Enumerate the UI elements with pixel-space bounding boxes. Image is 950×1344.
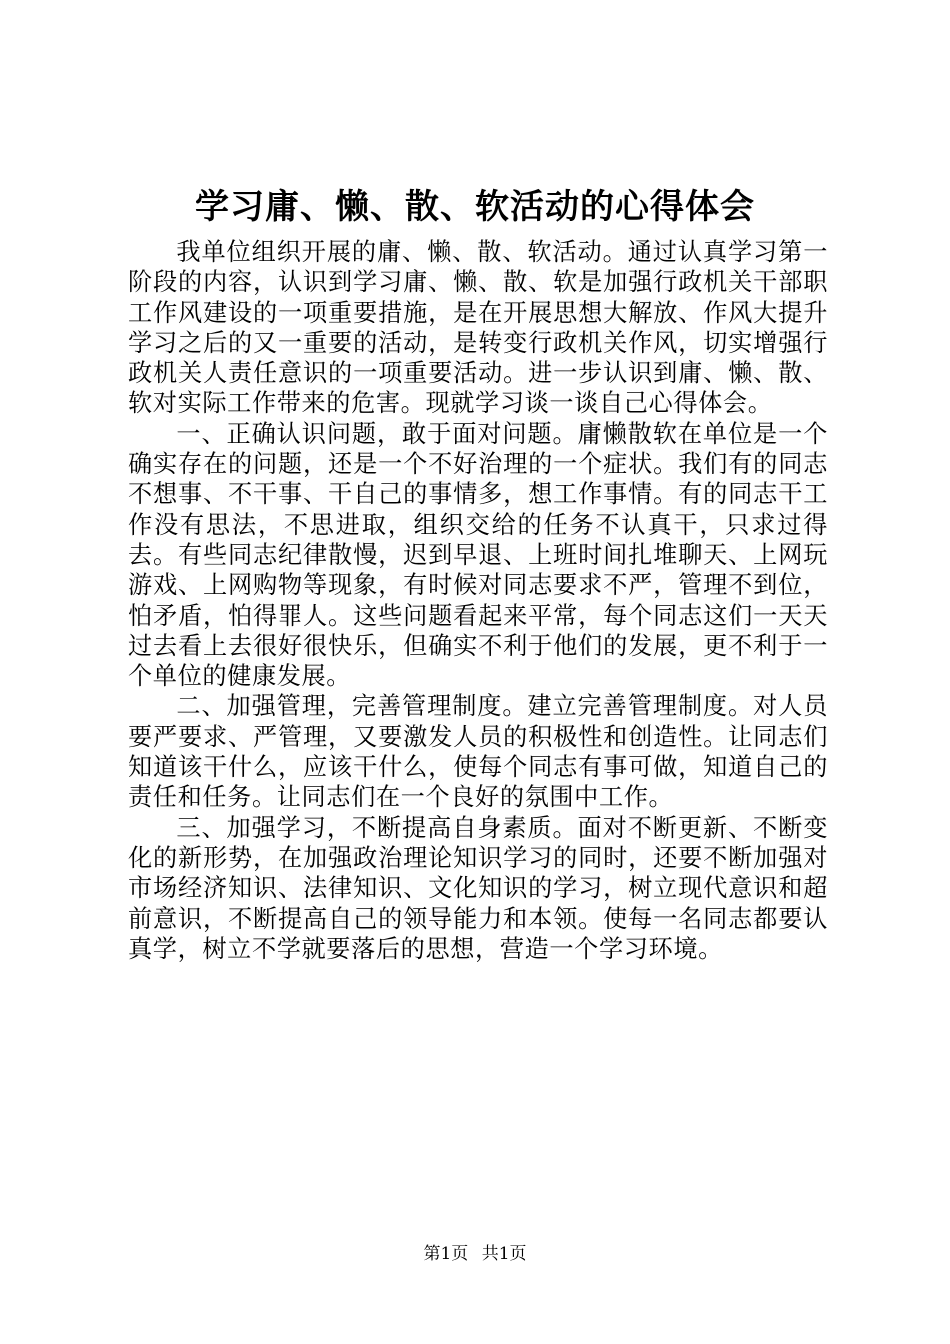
paragraph-section-3: 三、加强学习，不断提高自身素质。面对不断更新、不断变化的新形势，在加强政治理论知识学习的同时，还要不断加强对市场经济知识、法律知识、文化知识的学习，树立现代意识和超前意识，不断提高自己的领导能力和本领。使每一名同志都要认真学，树立不学就要落后的思想，营造一个学习环境。 [128,813,828,963]
paragraph-section-1: 一、正确认识问题，敢于面对问题。庸懒散软在单位是一个确实存在的问题，还是一个不好治理的一个症状。我们有的同志不想事、不干事、干自己的事情多，想工作事情。有的同志干工作没有思法，不思进取，组织交给的任务不认真干，只求过得去。有些同志纪律散慢，迟到早退、上班时间扎堆聊天、上网玩游戏、上网购物等现象，有时候对同志要求不严，管理不到位，怕矛盾，怕得罪人。这些问题看起来平常，每个同志这们一天天过去看上去很好很快乐，但确实不利于他们的发展，更不利于一个单位的健康发展。 [128,419,828,691]
page-number: 第1页 [423,1244,469,1264]
paragraph-section-2: 二、加强管理，完善管理制度。建立完善管理制度。对人员要严要求、严管理，又要激发人员的积极性和创造性。让同志们知道该干什么，应该干什么，使每个同志有事可做，知道自己的责任和任务。让同志们在一个良好的氛围中工作。 [128,692,828,812]
page-total: 共1页 [481,1244,527,1264]
document-title: 学习庸、懒、散、软活动的心得体会 [195,187,755,227]
page-footer [0,1242,950,1266]
paragraph-intro: 我单位组织开展的庸、懒、散、软活动。通过认真学习第一阶段的内容，认识到学习庸、懒、散、软是加强行政机关干部职工作风建设的一项重要措施，是在开展思想大解放、作风大提升学习之后的又一重要的活动，是转变行政机关作风，切实增强行政机关人责任意识的一项重要活动。进一步认识到庸、懒、散、软对实际工作带来的危害。现就学习谈一谈自己心得体会。 [128,238,828,418]
document-body [128,237,828,964]
